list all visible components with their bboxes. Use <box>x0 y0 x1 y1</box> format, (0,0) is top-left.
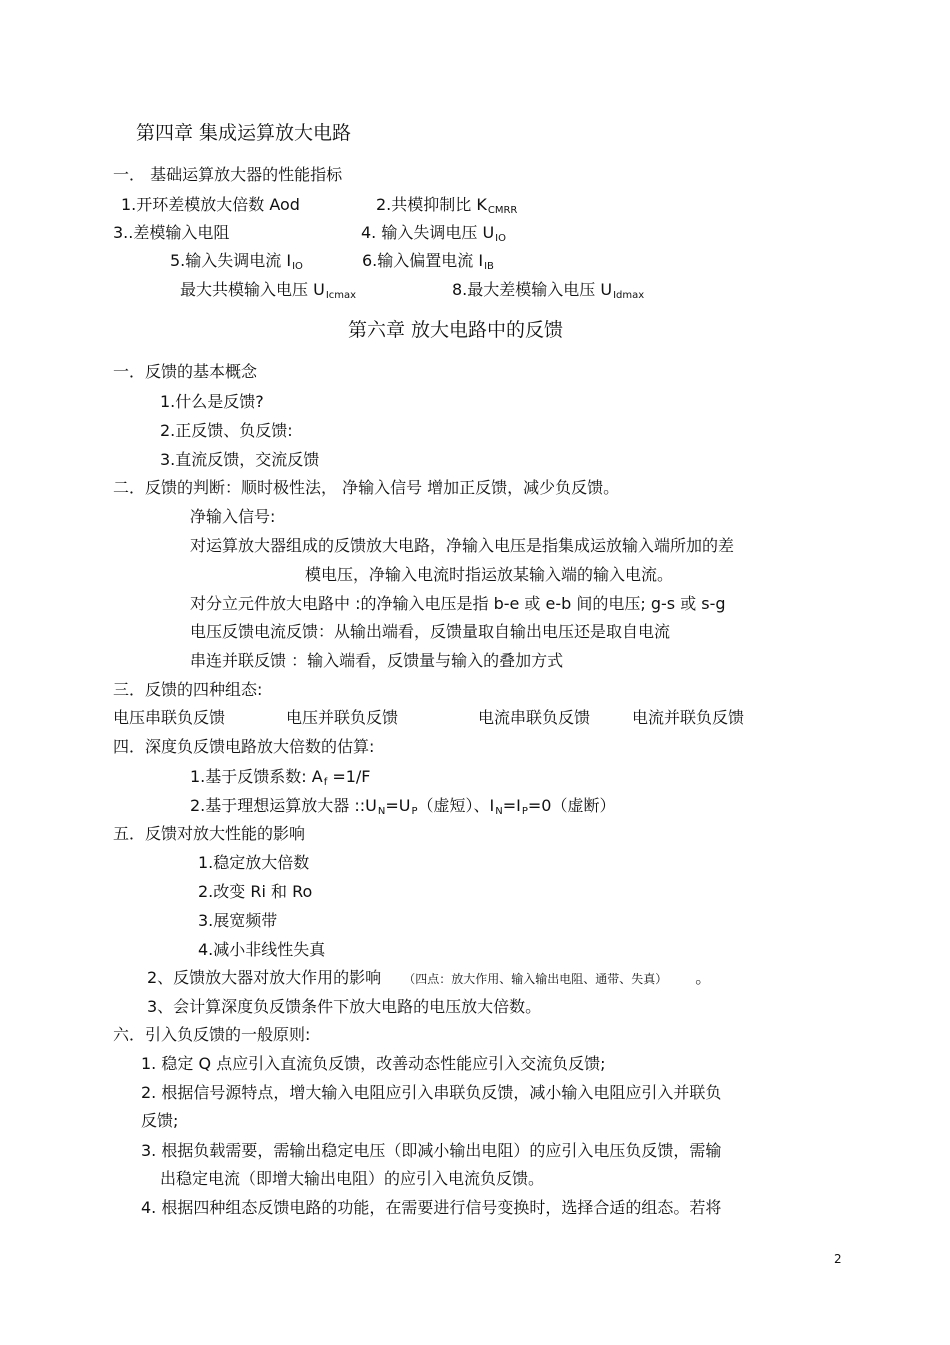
ch6-section-5-heading: 五．反馈对放大性能的影响 <box>113 824 306 843</box>
ch4-item-6-sub: IB <box>484 261 494 272</box>
ch6-section-6-heading: 六．引入负反馈的一般原则: <box>113 1025 311 1044</box>
ch4-item-7 <box>180 280 356 303</box>
page-number: 2 <box>834 1252 842 1266</box>
s4-1-text: 1.基于反馈系数: A <box>190 767 323 786</box>
ch6-topology-1: 电压串联负反馈 <box>113 708 226 727</box>
ch4-item-4-sub: IO <box>495 233 506 244</box>
ch4-item-6 <box>362 251 494 274</box>
chapter-4-title: 第四章 集成运算放大电路 <box>136 122 352 144</box>
s4-2-f: N <box>495 806 503 817</box>
ch6-section-6-item-2-line-1: 2. 根据信号源特点，增大输入电阻应引入串联负反馈，减小输入电阻应引入并联负 <box>141 1083 722 1102</box>
ch4-item-4 <box>361 223 506 246</box>
s5-5-note: （四点：放大作用、输入输出电阻、通带、失真） <box>403 972 662 986</box>
ch6-section-5-item-3: 3.展宽频带 <box>198 911 278 930</box>
ch6-section-4-item-1 <box>190 767 371 790</box>
ch6-section-1-heading: 一．反馈的基本概念 <box>113 362 258 381</box>
ch6-section-2-heading: 二．反馈的判断：顺时极性法， 净输入信号 增加正反馈，减少负反馈。 <box>113 478 620 497</box>
ch6-section-1-item-1: 1.什么是反馈? <box>160 392 264 411</box>
ch6-section-2-net-input: 净输入信号: <box>190 507 276 526</box>
ch6-topology-4: 电流并联负反馈 <box>632 708 745 727</box>
s4-2-a: 2.基于理想运算放大器 ::U <box>190 796 377 815</box>
s5-5-text: 2、反馈放大器对放大作用的影响 <box>147 968 382 987</box>
ch4-section-1-heading: 一． 基础运算放大器的性能指标 <box>113 165 343 184</box>
ch6-topology-3: 电流串联负反馈 <box>478 708 591 727</box>
ch4-item-5-sub: IO <box>292 261 303 272</box>
s4-2-g: =I <box>502 796 521 815</box>
ch6-section-6-item-1: 1. 稳定 Q 点应引入直流负反馈，改善动态性能应引入交流负反馈; <box>141 1054 606 1073</box>
ch4-item-5-text: 5.输入失调电流 I <box>170 251 292 270</box>
s5-5-end: 。 <box>695 968 712 987</box>
ch6-section-6-item-3-line-2: 出稳定电流（即增大输出电阻）的应引入电流负反馈。 <box>160 1169 545 1188</box>
ch4-item-8 <box>452 280 644 303</box>
ch4-item-2 <box>376 195 517 218</box>
ch4-item-6-text: 6.输入偏置电流 I <box>362 251 484 270</box>
ch4-item-7-text: 最大共模输入电压 U <box>180 280 325 299</box>
s4-2-b: N <box>377 806 386 817</box>
ch6-section-5-point-3: 3、会计算深度负反馈条件下放大电路的电压放大倍数。 <box>147 997 542 1016</box>
ch6-section-4-item-2 <box>190 796 615 819</box>
ch6-section-5-item-2: 2.改变 Ri 和 Ro <box>198 882 313 901</box>
ch6-section-2-series-parallel: 串连并联反馈 ：输入端看，反馈量与输入的叠加方式 <box>190 651 564 670</box>
ch6-section-2-opamp-line-1: 对运算放大器组成的反馈放大电路，净输入电压是指集成运放输入端所加的差 <box>190 536 735 555</box>
s4-1-sub: f <box>323 777 328 788</box>
s4-2-d: P <box>411 806 418 817</box>
s4-2-i: =0（虚断） <box>527 796 616 815</box>
ch6-section-4-heading: 四．深度负反馈电路放大倍数的估算: <box>113 737 375 756</box>
ch6-section-2-voltage-current: 电压反馈电流反馈：从输出端看，反馈量取自输出电压还是取自电流 <box>190 622 671 641</box>
ch4-item-8-text: 8.最大差模输入电压 U <box>452 280 613 299</box>
s4-2-c: =U <box>385 796 411 815</box>
s4-2-e: （虚短）、I <box>417 796 495 815</box>
ch6-section-5-item-1: 1.稳定放大倍数 <box>198 853 310 872</box>
ch4-item-5 <box>170 251 303 274</box>
s4-2-h: P <box>521 806 528 817</box>
ch6-section-6-item-3-line-1: 3. 根据负载需要，需输出稳定电压（即减小输出电阻）的应引入电压负反馈，需输 <box>141 1141 722 1160</box>
ch6-section-5-point-2 <box>147 968 711 989</box>
ch4-item-7-sub: Icmax <box>325 290 357 301</box>
ch4-item-1: 1.开环差模放大倍数 Aod <box>121 195 300 214</box>
ch4-item-8-sub: Idmax <box>613 290 645 301</box>
ch6-section-1-item-3: 3.直流反馈，交流反馈 <box>160 450 320 469</box>
ch4-item-3: 3..差模输入电阻 <box>113 223 230 242</box>
ch6-section-2-opamp-line-2: 模电压，净输入电流时指运放某输入端的输入电流。 <box>305 565 674 584</box>
chapter-6-title: 第六章 放大电路中的反馈 <box>348 319 564 341</box>
ch4-item-4-text: 4. 输入失调电压 U <box>361 223 495 242</box>
s4-1-rest: =1/F <box>327 767 371 786</box>
ch6-section-2-discrete: 对分立元件放大电路中 :的净输入电压是指 b-e 或 e-b 间的电压; g-s 或 s-g <box>190 594 726 613</box>
ch6-topology-2: 电压并联负反馈 <box>286 708 399 727</box>
ch6-section-6-item-4: 4. 根据四种组态反馈电路的功能，在需要进行信号变换时，选择合适的组态。若将 <box>141 1198 722 1217</box>
ch4-item-2-sub: CMRR <box>487 205 518 216</box>
ch6-section-1-item-2: 2.正反馈、负反馈: <box>160 421 293 440</box>
ch4-item-2-text: 2.共模抑制比 K <box>376 195 487 214</box>
ch6-section-3-heading: 三．反馈的四种组态: <box>113 680 263 699</box>
ch6-section-5-item-4: 4.减小非线性失真 <box>198 940 326 959</box>
ch6-section-6-item-2-line-2: 反馈; <box>141 1111 179 1130</box>
